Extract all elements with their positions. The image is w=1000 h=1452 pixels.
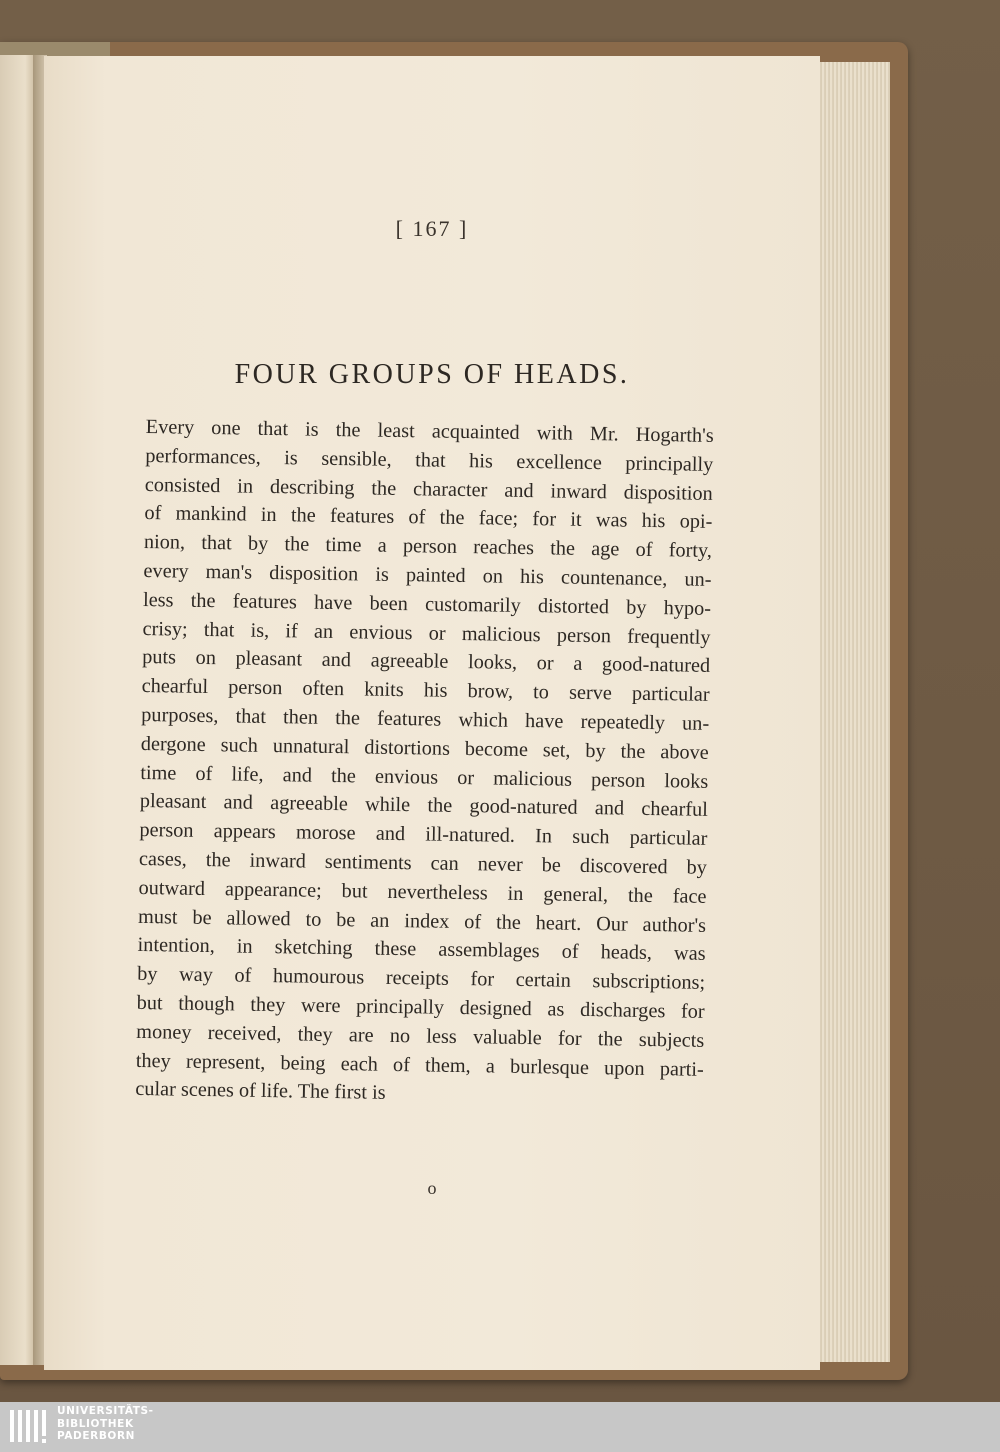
text-line: cases, the inward sentiments can never be discovered by: [138, 847, 708, 879]
text-line: money received, they are no less valuable for the subjects: [136, 1020, 705, 1052]
text-line: outward appearance; but nevertheless in general, the face: [138, 876, 707, 908]
ub-paderborn-logo-icon: [8, 1408, 48, 1448]
logo-line: BIBLIOTHEK: [57, 1417, 134, 1430]
text-line: cular scenes of life. The first is: [135, 1078, 386, 1105]
text-line: time of life, and the envious or malicious person looks: [140, 761, 709, 793]
body-text: [135, 413, 714, 1113]
text-line: but though they were principally designed as discharges for: [136, 991, 705, 1023]
chapter-title: FOUR GROUPS OF HEADS.: [234, 359, 630, 390]
text-line: puts on pleasant and agreeable looks, or a good-natured: [141, 646, 711, 678]
text-line: by way of humourous receipts for certain subscriptions;: [137, 963, 706, 994]
footer-bar: [0, 1402, 1000, 1452]
left-page-edge: [0, 55, 36, 1365]
text-line: person appears morose and ill-natured. In such particular: [139, 819, 708, 851]
text-line: they represent, being each of them, a burlesque upon parti-: [135, 1049, 704, 1081]
text-line: pleasant and agreeable while the good-natured and chearful: [139, 790, 709, 822]
text-line: consisted in describing the character and inward disposition: [144, 473, 713, 505]
library-logo-text: [57, 1405, 154, 1443]
page-fore-edge: [818, 62, 890, 1362]
logo-line: PADERBORN: [57, 1430, 136, 1442]
logo-line: UNIVERSITÄTS-: [57, 1405, 154, 1417]
text-line: must be allowed to be an index of the heart. Our author's: [137, 905, 707, 937]
text-line: crisy; that is, if an envious or malicious person frequently: [142, 617, 711, 649]
text-line: less the features have been customarily distorted by hypo-: [142, 588, 712, 620]
text-line: dergone such unnatural distortions become set, by the above: [140, 732, 709, 764]
text-line: chearful person often knits his brow, to serve particular: [141, 675, 710, 707]
text-line: intention, in sketching these assemblages of heads, was: [137, 934, 706, 966]
text-line: of mankind in the features of the face; for it was his opi-: [144, 502, 713, 534]
text-line: performances, is sensible, that his excellence principally: [145, 444, 714, 476]
signature-mark: o: [427, 1178, 437, 1198]
text-line: purposes, that then the features which have repeatedly un-: [141, 703, 710, 735]
book-page: [44, 56, 820, 1370]
text-line: every man's disposition is painted on his countenance, un-: [143, 559, 712, 591]
page-number: [ 167 ]: [395, 216, 469, 241]
text-line: nion, that by the time a person reaches the age of forty,: [143, 531, 713, 563]
text-line: Every one that is the least acquainted with Mr. Hogarth's: [145, 415, 714, 447]
